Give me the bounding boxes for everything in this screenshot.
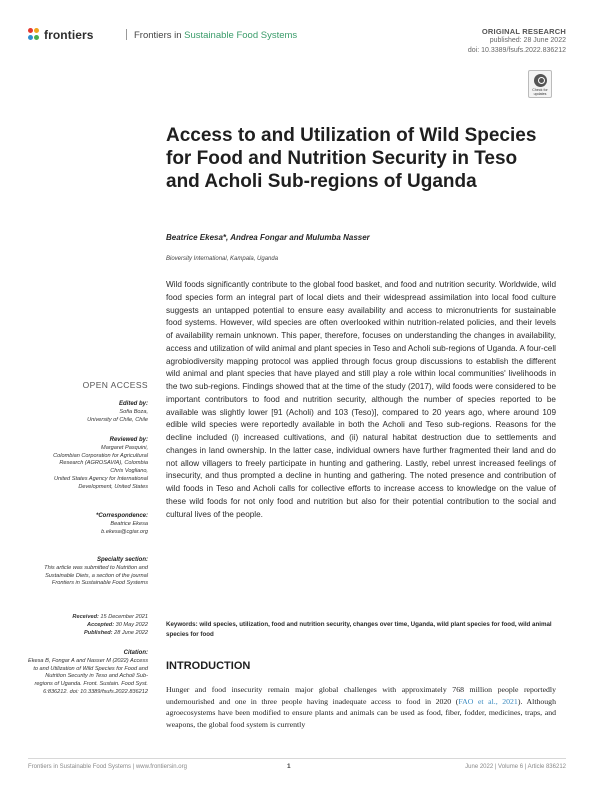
accepted-label: Accepted:	[87, 621, 115, 628]
crossmark-icon	[534, 74, 547, 87]
intro-text-part-1: Hunger and food insecurity remain major global challenges with approximately 768 million people reportedly undernourished and one in three people having inadequate access to food in 2020 (	[166, 685, 556, 706]
page-number: 1	[287, 763, 291, 770]
abstract: Wild foods significantly contribute to the global food basket, and food and nutrition security. Worldwide, wild food species form an integral part of local diets and their widespread assimilation into local food culture suggests an untapped potential to ensure easy availability and access to micronutrients for sustainable food systems. However, wild species are often overlooked within nutrition-related policies, and their levels of availability remain unknown. This paper, therefore, focuses on understanding the changes in availability, access and utilization of wild animal and plant species in Teso and Acholi sub-regions of Uganda. A four-cell agrobiodiversity mapping protocol was applied through focus group discussions to establish the different wild animal and plant species that have played and still play a role within local communities' livelihoods in the two sub-regions. Findings showed that at the time of the study (2017), wild foods were considered to be important contributors to food and nutrition security, although the number of species reported to be available was slightly lower [91 (Acholi) and 103 (Teso)], compared to 20 years ago, where around 109 edible wild species were reportedly available in both the Acholi and Teso sub-regions. Reasons for the decline included (i) increased cultivations, and (ii) natural habitat destruction due to settlements and changes in land ownership. In the latter case, individual owners have further fragmented their land and do not allow villagers to freely participate in hunting and gathering. Lastly, rebel unrest increased feelings of insecurity, and thus prompted a decline in hunting and gathering. The noted presence and contribution of wild foods in Teso and Acholi calls for collective efforts to increase access to knowledge on the value of these wild foods for not only food and nutrition but also for their potential contribution to the social and cultural lives of the people.	[166, 280, 556, 519]
footer-divider	[28, 758, 566, 759]
section-heading-introduction: INTRODUCTION	[166, 660, 251, 672]
specialty-section-block	[28, 557, 148, 588]
check-for-updates-badge[interactable]	[528, 70, 552, 98]
edited-by-block	[28, 401, 148, 424]
specialty-section-text: This article was submitted to Nutrition and Sustainable Diets, a section of the journal Frontiers in Sustainable Food Systems	[44, 564, 148, 587]
published-label: Published:	[83, 629, 113, 636]
editor-affiliation: University of Chile, Chile	[87, 416, 148, 423]
article-meta	[468, 27, 566, 56]
dates-block	[28, 614, 148, 637]
correspondence-email[interactable]: b.ekesa@cgiar.org	[101, 528, 148, 535]
citation-text: Ekesa B, Fongar A and Nasser M (2022) Access to and Utilization of Wild Species for Food and Nutrition Security in Teso and Acholi Sub-regions of Uganda. Front. Sustain. Food Syst. 6:836212. doi: 10.3389/fsufs.2022.836212	[28, 657, 149, 695]
footer-volume: June 2022 | Volume 6 | Article 836212	[465, 764, 566, 770]
article-type: ORIGINAL RESEARCH	[481, 27, 566, 36]
received-label: Received:	[72, 614, 99, 620]
open-access-label: OPEN ACCESS	[82, 380, 148, 390]
reviewed-by-block	[28, 437, 148, 492]
correspondence-block	[28, 513, 148, 536]
affiliation: Bioversity International, Kampala, Uganda	[166, 256, 279, 262]
citation-block	[28, 650, 148, 697]
journal-name: Sustainable Food Systems	[184, 30, 298, 41]
introduction-text	[166, 684, 556, 731]
doi[interactable]: doi: 10.3389/fsufs.2022.836212	[467, 47, 566, 54]
authors: Beatrice Ekesa*, Andrea Fongar and Mulumba Nasser	[166, 233, 370, 242]
received-row	[28, 614, 148, 622]
journal-prefix: Frontiers in	[134, 30, 182, 41]
published-row	[28, 630, 148, 638]
footer-journal[interactable]: Frontiers in Sustainable Food Systems | www.frontiersin.org	[28, 764, 187, 770]
correspondence-name: Beatrice Ekesa	[110, 520, 148, 527]
correspondence-label: *Correspondence:	[95, 513, 148, 519]
badge-line-2: updates	[533, 92, 547, 96]
accepted-date: 30 May 2022	[115, 621, 148, 628]
reviewed-by-label: Reviewed by:	[109, 437, 148, 443]
keywords: Keywords: wild species, utilization, food and nutrition security, changes over time, Uganda, wild plant species for food, wild animal species for food	[166, 621, 552, 638]
received-date: 15 December 2021	[100, 614, 148, 620]
header-divider	[126, 29, 127, 40]
reviewer-2-name: Chris Vogliano,	[110, 468, 148, 475]
logo-text: frontiers	[44, 28, 94, 42]
published-date: published: 28 June 2022	[489, 37, 566, 44]
reviewer-2-affiliation: United States Agency for International Development, United States	[53, 475, 148, 490]
reviewer-1-affiliation: Colombian Corporation for Agricultural Research (AGROSAVIA), Colombia	[53, 452, 148, 467]
editor-name: Sofia Boza,	[119, 408, 148, 415]
frontiers-logo-icon	[28, 28, 40, 42]
badge-line-1: Check for	[532, 88, 548, 92]
citation-link[interactable]: FAO et al., 2021	[458, 696, 518, 706]
intro-text-part-2: ). Although agroecosystems have been modified to ensure plants and animals can be used as food, fiber, fodder, medicines, traps, and weapons, the global food system is currently	[166, 696, 556, 730]
accepted-row	[28, 622, 148, 630]
edited-by-label: Edited by:	[118, 401, 148, 407]
article-title: Access to and Utilization of Wild Species for Food and Nutrition Security in Teso and Acholi Sub-regions of Uganda	[166, 125, 537, 192]
published-date-sidebar: 28 June 2022	[114, 629, 148, 636]
citation-label: Citation:	[123, 650, 148, 656]
frontiers-logo[interactable]	[28, 28, 94, 42]
journal-name-line[interactable]	[126, 29, 297, 41]
specialty-section-label: Specialty section:	[96, 557, 148, 563]
reviewer-1-name: Margaret Pasquini,	[101, 444, 148, 451]
